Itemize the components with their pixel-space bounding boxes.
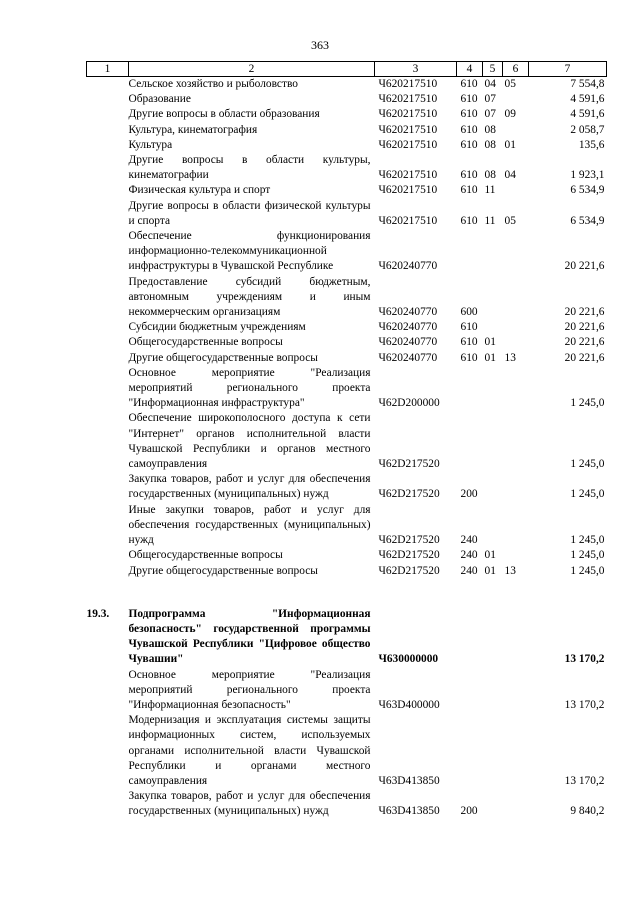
table-row <box>87 713 607 789</box>
row-section <box>483 366 503 412</box>
row-amount: 2 058,7 <box>570 123 605 136</box>
table-row <box>87 77 607 93</box>
row-subsection <box>503 335 529 350</box>
row-index <box>87 153 129 183</box>
row-index <box>87 713 129 789</box>
row-amount: 1 923,1 <box>570 169 605 182</box>
row-name: Другие вопросы в области физической культуры и спорта <box>128 199 371 227</box>
row-subsection: 13 <box>504 351 516 364</box>
row-subsection: 13 <box>504 564 516 577</box>
row-target-code: Ч620217510 <box>378 214 438 227</box>
row-section: 08 <box>484 138 496 151</box>
table-row <box>87 138 607 153</box>
row-subsection <box>503 548 529 563</box>
row-section <box>483 411 503 472</box>
row-subsection <box>503 472 529 502</box>
table-row <box>87 366 607 412</box>
row-expense-type: 240 <box>460 564 478 577</box>
row-name: Основное мероприятие "Реализация мероприятий регионального проекта "Информационная безопасность" <box>128 668 371 711</box>
row-target-code: Ч62D217520 <box>378 488 440 501</box>
row-expense-type <box>457 668 483 714</box>
row-target-code: Ч62D217520 <box>378 564 440 577</box>
row-name: Подпрограмма "Информационная безопасность" государственной программы Чувашской Республики "Цифровое общество Чувашии" <box>128 607 371 666</box>
row-subsection <box>503 320 529 335</box>
row-name: Закупка товаров, работ и услуг для обеспечения государственных (муниципальных) нужд <box>128 790 371 818</box>
row-index <box>87 123 129 138</box>
row-amount: 6 534,9 <box>570 184 605 197</box>
row-subsection: 05 <box>504 78 516 90</box>
row-name: Физическая культура и спорт <box>128 184 271 197</box>
row-target-code: Ч620240770 <box>378 336 438 349</box>
row-amount: 1 245,0 <box>570 488 605 501</box>
row-expense-type: 610 <box>460 169 478 182</box>
table-row <box>87 92 607 107</box>
row-target-code: Ч63D400000 <box>378 698 440 711</box>
row-section: 11 <box>484 214 496 227</box>
row-amount: 9 840,2 <box>570 805 605 818</box>
row-target-code: Ч62D200000 <box>378 397 440 410</box>
row-name: Образование <box>128 93 191 106</box>
row-expense-type: 610 <box>460 351 478 364</box>
row-target-code: Ч63D413850 <box>378 805 440 818</box>
row-subsection <box>503 229 529 275</box>
row-name: Иные закупки товаров, работ и услуг для обеспечения государственных (муниципальных) нужд <box>128 503 371 547</box>
spacer-row <box>87 579 607 607</box>
row-target-code: Ч63D413850 <box>378 774 440 787</box>
row-target-code: Ч620240770 <box>378 321 438 334</box>
row-target-code: Ч62D217520 <box>378 458 440 471</box>
row-target-code: Ч620217510 <box>378 93 438 106</box>
row-index <box>87 366 129 412</box>
row-target-code: Ч620217510 <box>378 78 438 90</box>
budget-table <box>86 61 607 820</box>
row-expense-type: 610 <box>460 336 478 349</box>
row-subsection <box>503 713 529 789</box>
row-amount: 135,6 <box>578 138 605 151</box>
row-expense-type <box>457 713 483 789</box>
table-row <box>87 183 607 198</box>
row-amount: 20 221,6 <box>564 306 605 319</box>
table-row <box>87 607 607 668</box>
row-subsection: 09 <box>504 108 516 121</box>
row-target-code: Ч620217510 <box>378 169 438 182</box>
row-name: Другие вопросы в области образования <box>128 108 320 121</box>
row-section <box>483 668 503 714</box>
row-amount: 1 245,0 <box>570 534 605 547</box>
row-target-code: Ч620240770 <box>378 351 438 364</box>
row-index <box>87 77 129 93</box>
header-row <box>87 62 607 77</box>
header-col-7: 7 <box>529 62 607 77</box>
row-target-code: Ч62D217520 <box>378 534 440 547</box>
row-name: Другие общегосударственные вопросы <box>128 351 318 364</box>
row-index <box>87 92 129 107</box>
row-name: Другие общегосударственные вопросы <box>128 564 318 577</box>
header-col-4: 4 <box>457 62 483 77</box>
header-col-5: 5 <box>483 62 503 77</box>
row-expense-type: 600 <box>460 306 478 319</box>
header-col-1: 1 <box>87 62 129 77</box>
row-amount: 13 170,2 <box>564 774 605 787</box>
row-target-code: Ч620217510 <box>378 108 438 121</box>
row-section <box>483 229 503 275</box>
row-subsection <box>503 789 529 819</box>
row-expense-type: 610 <box>460 123 478 136</box>
row-name: Культура, кинематография <box>128 123 258 136</box>
row-subsection <box>503 92 529 107</box>
row-index <box>87 564 129 579</box>
row-name: Обеспечение широкополосного доступа к сети "Интернет" органов исполнительной власти Чувашской Республики и органов местного самоуправления <box>128 412 371 471</box>
row-section <box>483 320 503 335</box>
row-target-code: Ч620217510 <box>378 184 438 197</box>
row-name: Закупка товаров, работ и услуг для обеспечения государственных (муниципальных) нужд <box>128 473 371 501</box>
row-section: 08 <box>484 169 496 182</box>
row-name: Общегосударственные вопросы <box>128 549 283 562</box>
row-index <box>87 229 129 275</box>
table-row <box>87 564 607 579</box>
header-col-3: 3 <box>375 62 457 77</box>
table-row <box>87 351 607 366</box>
row-index <box>87 411 129 472</box>
row-index <box>87 275 129 321</box>
row-name: Основное мероприятие "Реализация мероприятий регионального проекта "Информационная инфраструктура" <box>128 366 371 410</box>
row-amount: 1 245,0 <box>570 549 605 562</box>
table-row <box>87 107 607 122</box>
row-section: 01 <box>484 351 496 364</box>
table-row <box>87 153 607 183</box>
row-index <box>87 107 129 122</box>
row-subsection <box>503 503 529 549</box>
row-subsection <box>503 123 529 138</box>
row-amount: 4 591,6 <box>570 93 605 106</box>
row-section <box>483 789 503 819</box>
row-amount: 20 221,6 <box>564 321 605 334</box>
header-col-6: 6 <box>503 62 529 77</box>
row-amount: 13 170,2 <box>564 698 605 711</box>
row-amount: 4 591,6 <box>570 108 605 121</box>
table-row <box>87 472 607 502</box>
row-expense-type <box>457 607 483 668</box>
row-subsection <box>503 411 529 472</box>
row-name: Общегосударственные вопросы <box>128 336 283 349</box>
row-name: Сельское хозяйство и рыболовство <box>128 78 298 90</box>
row-section: 08 <box>484 123 496 136</box>
row-index <box>87 789 129 819</box>
row-index <box>87 138 129 153</box>
table-row <box>87 335 607 350</box>
row-expense-type <box>457 229 483 275</box>
table-row <box>87 548 607 563</box>
row-target-code: Ч620240770 <box>378 260 438 273</box>
row-section: 01 <box>484 549 496 562</box>
row-subsection <box>503 275 529 321</box>
row-expense-type: 610 <box>460 93 478 106</box>
row-subsection <box>503 183 529 198</box>
table-row <box>87 668 607 714</box>
row-expense-type: 610 <box>460 321 478 334</box>
row-amount: 1 245,0 <box>570 458 605 471</box>
row-name: Предоставление субсидий бюджетным, автономным учреждениям и иным некоммерческим организациям <box>128 275 371 319</box>
row-expense-type: 610 <box>460 214 478 227</box>
row-expense-type: 240 <box>460 534 478 547</box>
row-amount: 7 554,8 <box>570 78 605 90</box>
row-expense-type: 200 <box>460 488 478 501</box>
row-expense-type: 610 <box>460 138 478 151</box>
table-row <box>87 789 607 819</box>
row-section <box>483 607 503 668</box>
row-section <box>483 275 503 321</box>
row-index <box>87 351 129 366</box>
row-amount: 20 221,6 <box>564 351 605 364</box>
spacer-cell <box>87 579 607 607</box>
row-expense-type <box>457 366 483 412</box>
row-subsection <box>503 366 529 412</box>
table-row <box>87 503 607 549</box>
row-section: 01 <box>484 564 496 577</box>
row-amount: 20 221,6 <box>564 336 605 349</box>
row-index <box>87 472 129 502</box>
row-index <box>87 199 129 229</box>
row-subsection: 04 <box>504 169 516 182</box>
row-target-code: Ч62D217520 <box>378 549 440 562</box>
row-name: Культура <box>128 138 173 151</box>
row-expense-type <box>457 411 483 472</box>
row-index <box>87 335 129 350</box>
row-section <box>483 472 503 502</box>
row-amount: 6 534,9 <box>570 214 605 227</box>
row-subsection: 01 <box>504 138 516 151</box>
row-name: Модернизация и эксплуатация системы защиты информационных систем, используемых органами исполнительной власти Чувашской Республики и органами местного самоуправления <box>128 714 371 787</box>
row-expense-type: 610 <box>460 78 478 90</box>
row-amount: 20 221,6 <box>564 260 605 273</box>
row-subsection <box>503 607 529 668</box>
row-section: 07 <box>484 108 496 121</box>
table-row <box>87 229 607 275</box>
row-subsection <box>503 668 529 714</box>
row-target-code: Ч620217510 <box>378 138 438 151</box>
row-target-code: Ч620240770 <box>378 306 438 319</box>
page-number: 363 <box>311 38 329 52</box>
table-row <box>87 411 607 472</box>
row-amount: 1 245,0 <box>570 564 605 577</box>
row-name: Субсидии бюджетным учреждениям <box>128 321 306 334</box>
row-amount: 1 245,0 <box>570 397 605 410</box>
table-row <box>87 199 607 229</box>
row-target-code: Ч630000000 <box>378 653 439 666</box>
row-section: 11 <box>484 184 496 197</box>
row-expense-type: 240 <box>460 549 478 562</box>
row-index <box>87 320 129 335</box>
row-section <box>483 503 503 549</box>
row-amount: 13 170,2 <box>564 653 605 666</box>
row-index <box>87 503 129 549</box>
row-subsection: 05 <box>504 214 516 227</box>
row-section <box>483 713 503 789</box>
table-row <box>87 320 607 335</box>
row-index <box>87 668 129 714</box>
row-section: 01 <box>484 336 496 349</box>
row-section: 07 <box>484 93 496 106</box>
row-expense-type: 610 <box>460 184 478 197</box>
row-index <box>87 183 129 198</box>
table-row <box>87 123 607 138</box>
row-target-code: Ч620217510 <box>378 123 438 136</box>
row-expense-type: 610 <box>460 108 478 121</box>
row-expense-type: 200 <box>460 805 478 818</box>
row-index <box>87 548 129 563</box>
row-name: Обеспечение функционирования информационно-телекоммуникационной инфраструктуры в Чувашской Республике <box>128 230 371 273</box>
row-name: Другие вопросы в области культуры, кинематографии <box>128 154 371 182</box>
row-index: 19.3. <box>86 607 110 620</box>
header-col-2: 2 <box>129 62 375 77</box>
row-section: 04 <box>484 78 496 90</box>
table-row <box>87 275 607 321</box>
